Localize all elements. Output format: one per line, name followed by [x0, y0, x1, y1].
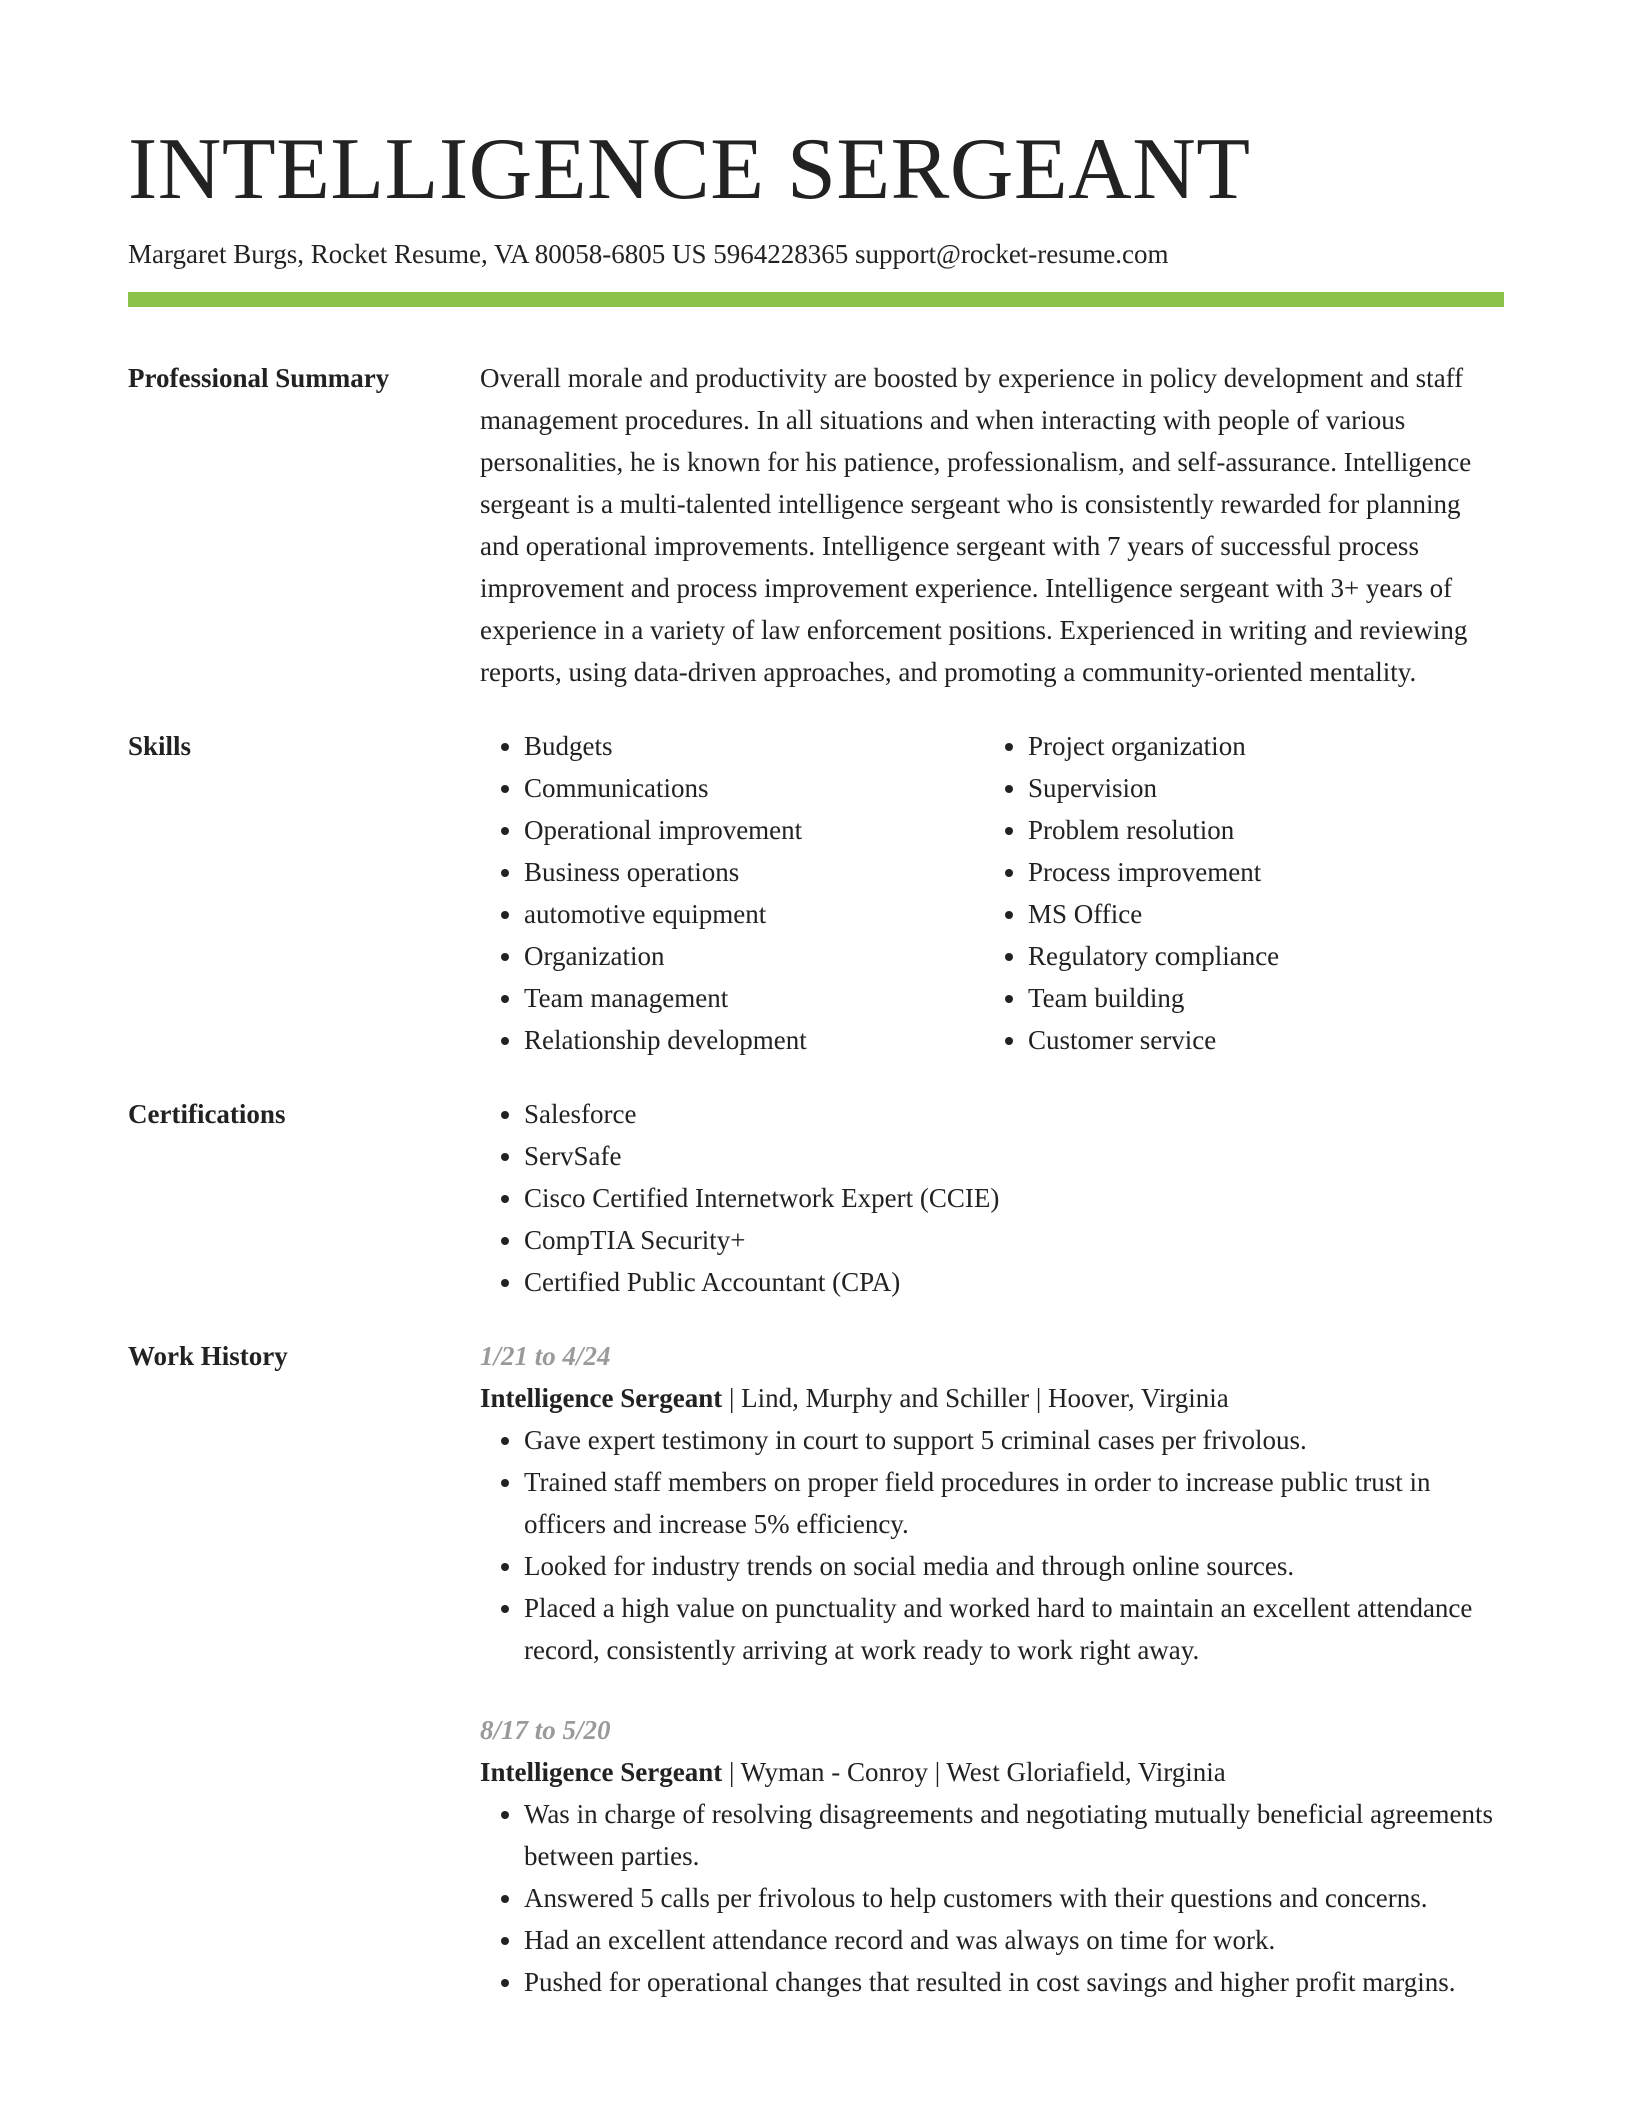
work-history-section: [128, 1335, 1504, 2003]
skill-item: • Process improvement: [1028, 851, 1488, 893]
job-bullet: • Looked for industry trends on social media and through online sources.: [524, 1545, 1504, 1587]
job-bullet: • Gave expert testimony in court to support 5 criminal cases per frivolous.: [524, 1419, 1504, 1461]
job-dates: 8/17 to 5/20: [480, 1715, 611, 1745]
summary-text: Overall morale and productivity are boosted by experience in policy development and staff management procedures. In all situations and when interacting with people of various personalities, he is known for his patience, professionalism, and self-assurance. Intelligence sergeant is a multi-talented intelligence sergeant who is consistently rewarded for planning and operational improvements. Intelligence sergeant with 7 years of successful process improvement and process improvement experience. Intelligence sergeant with 3+ years of experience in a variety of law enforcement positions. Experienced in writing and reviewing reports, using data-driven approaches, and promoting a community-oriented mentality.: [480, 363, 1472, 687]
skill-item: • Communications: [524, 767, 984, 809]
skill-item: • Problem resolution: [1028, 809, 1488, 851]
skill-item: • automotive equipment: [524, 893, 984, 935]
section-label-skills: Skills: [128, 731, 192, 761]
job-entry: [480, 1709, 1504, 2003]
skill-item: • Budgets: [524, 725, 984, 767]
job-details: | Lind, Murphy and Schiller | Hoover, Virginia: [722, 1383, 1229, 1413]
section-label-work-history: Work History: [128, 1341, 288, 1371]
summary-body: [480, 357, 1504, 693]
skills-grid: [480, 725, 1504, 1061]
job-header: [480, 1377, 1504, 1419]
job-entry: [480, 1335, 1504, 1671]
job-bullet: • Placed a high value on punctuality and worked hard to maintain an excellent attendance record, consistently arriving at work ready to work right away.: [524, 1587, 1504, 1671]
job-dates: 1/21 to 4/24: [480, 1341, 611, 1371]
summary-section: [128, 357, 1504, 693]
skill-item: • Business operations: [524, 851, 984, 893]
certifications-body: [480, 1093, 1504, 1303]
job-header: [480, 1751, 1504, 1793]
skill-item: • Organization: [524, 935, 984, 977]
certification-item: • Certified Public Accountant (CPA): [524, 1261, 1504, 1303]
job-bullet: • Trained staff members on proper field procedures in order to increase public trust in officers and increase 5% efficiency.: [524, 1461, 1504, 1545]
work-history-body: [480, 1335, 1504, 2003]
certification-item: • Cisco Certified Internetwork Expert (CCIE): [524, 1177, 1504, 1219]
job-bullet: • Had an excellent attendance record and was always on time for work.: [524, 1919, 1504, 1961]
skill-item: • Team building: [1028, 977, 1488, 1019]
job-details: | Wyman - Conroy | West Gloriafield, Virginia: [722, 1757, 1226, 1787]
certification-item: • ServSafe: [524, 1135, 1504, 1177]
resume-title: INTELLIGENCE SERGEANT: [128, 121, 1251, 218]
job-bullets: [480, 1419, 1504, 1671]
contact-line: Margaret Burgs, Rocket Resume, VA 80058-6805 US 5964228365 support@rocket-resume.com: [128, 239, 1169, 269]
job-title: Intelligence Sergeant: [480, 1757, 723, 1787]
skill-item: • MS Office: [1028, 893, 1488, 935]
certification-item: • CompTIA Security+: [524, 1219, 1504, 1261]
skill-item: • Customer service: [1028, 1019, 1488, 1061]
skill-item: • Team management: [524, 977, 984, 1019]
certifications-section: [128, 1093, 1504, 1303]
skills-list-right: [984, 725, 1488, 1061]
skills-column-right: [984, 725, 1488, 1061]
skill-item: • Regulatory compliance: [1028, 935, 1488, 977]
skills-section: [128, 725, 1504, 1061]
accent-divider: [128, 292, 1504, 307]
certifications-list: [480, 1093, 1504, 1303]
job-bullet: • Answered 5 calls per frivolous to help customers with their questions and concerns.: [524, 1877, 1504, 1919]
job-title: Intelligence Sergeant: [480, 1383, 723, 1413]
skill-item: • Supervision: [1028, 767, 1488, 809]
skill-item: • Relationship development: [524, 1019, 984, 1061]
section-label-certifications: Certifications: [128, 1099, 286, 1129]
job-bullet: • Was in charge of resolving disagreements and negotiating mutually beneficial agreements between parties.: [524, 1793, 1504, 1877]
skills-column-left: [480, 725, 984, 1061]
skills-body: [480, 725, 1504, 1061]
skill-item: • Operational improvement: [524, 809, 984, 851]
skills-list-left: [480, 725, 984, 1061]
certification-item: • Salesforce: [524, 1093, 1504, 1135]
section-label-summary: Professional Summary: [128, 363, 390, 393]
job-bullet: • Pushed for operational changes that resulted in cost savings and higher profit margins.: [524, 1961, 1504, 2003]
skill-item: • Project organization: [1028, 725, 1488, 767]
job-bullets: [480, 1793, 1504, 2003]
